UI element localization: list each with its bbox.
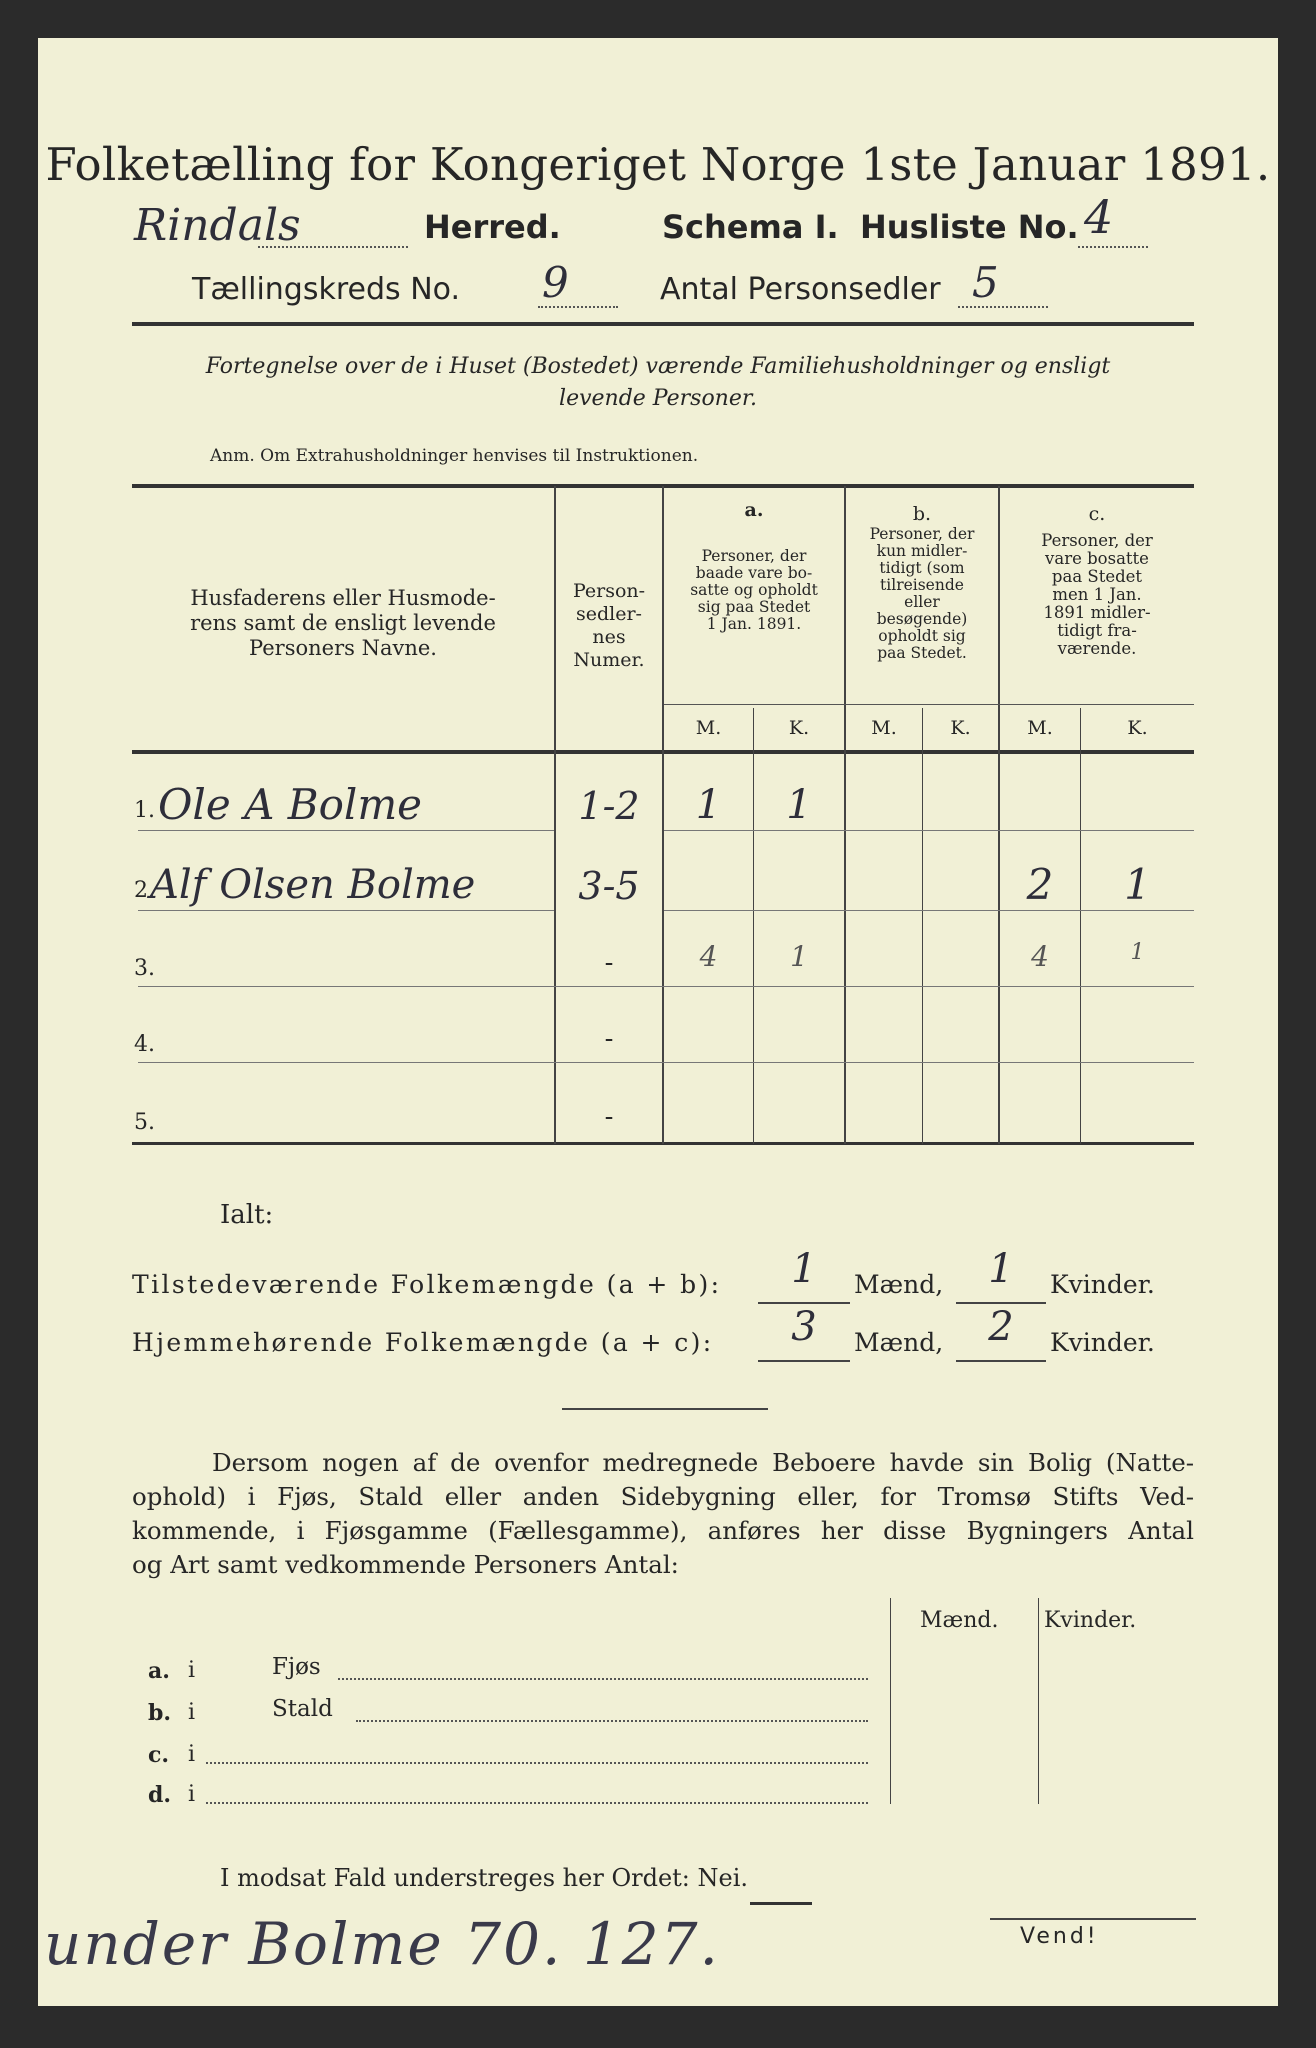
form-title: Folketælling for Kongeriget Norge 1ste Januar 1891. xyxy=(45,138,1271,191)
col-b-line-4: tilreisende xyxy=(880,576,964,594)
buildings-col-line-1 xyxy=(890,1598,891,1804)
husliste-label: Husliste No. xyxy=(860,208,1079,246)
row-3-c-k: 1 xyxy=(1130,940,1145,965)
intro-line-2: levende Personer. xyxy=(559,386,757,411)
col-b-header xyxy=(846,526,998,662)
herred-dots xyxy=(258,246,408,248)
header-rule xyxy=(132,322,1194,326)
hjemme-maend-label: Mænd, xyxy=(854,1328,944,1357)
col-divider-a-mk xyxy=(753,708,754,1144)
kreds-label: Tællingskreds No. xyxy=(192,272,460,307)
buildings-paragraph xyxy=(132,1446,1194,1582)
item-d-letter: d. xyxy=(148,1782,172,1808)
col-b-line-8: paa Stedet. xyxy=(877,644,967,662)
buildings-col-line-2 xyxy=(1038,1598,1039,1804)
buildings-line-3: kommende, i Fjøsgamme (Fællesgamme), anføres her disse Bygningers Antal xyxy=(132,1516,1194,1545)
buildings-line-1: Dersom nogen af de ovenfor medregnede Beboere havde sin Bolig (Natte- xyxy=(212,1448,1194,1477)
section-divider xyxy=(562,1408,768,1410)
row-2-c-k: 1 xyxy=(1124,860,1151,909)
col-a-line-4: sig paa Stedet xyxy=(697,598,811,616)
col-b-line-7: opholdt sig xyxy=(878,627,966,645)
col-c-line-2: vare bosatte xyxy=(1045,549,1149,568)
herred-label: Herred. xyxy=(424,208,561,246)
col-b-line-1: Personer, der xyxy=(869,525,975,543)
row-4-numer: - xyxy=(604,1024,614,1054)
vend-rule xyxy=(990,1918,1196,1920)
row-line-1b xyxy=(664,830,1194,831)
hjemme-k-line xyxy=(956,1360,1046,1362)
personsedler-label: Antal Personsedler xyxy=(660,272,941,307)
row-2-c-m: 2 xyxy=(1026,860,1054,909)
col-a-line-1: Personer, der xyxy=(701,547,807,565)
row-2-numer: 3-5 xyxy=(578,864,640,908)
col-c-line-6: tidigt fra- xyxy=(1057,621,1137,640)
hjemme-m-value: 3 xyxy=(791,1304,817,1350)
row-3-numer: - xyxy=(604,948,614,978)
item-a-prep: i xyxy=(188,1658,196,1683)
col-numer-header xyxy=(556,580,662,672)
item-c-prep: i xyxy=(188,1742,196,1767)
col-c-m-label: M. xyxy=(1027,717,1053,739)
row-1-number: 1. xyxy=(134,798,155,823)
col-numer-line-2: sedler- xyxy=(576,603,642,625)
row-3-c-m: 4 xyxy=(1031,940,1049,973)
kreds-dots xyxy=(538,306,618,308)
col-a-k-label: K. xyxy=(788,717,810,739)
row-5-numer: - xyxy=(604,1102,614,1132)
row-3-number: 3. xyxy=(134,956,155,981)
row-1-name: Ole A Bolme xyxy=(158,780,423,829)
item-b-letter: b. xyxy=(148,1700,172,1726)
modsat-note: I modsat Fald understreges her Ordet: Nei. xyxy=(220,1864,749,1892)
row-line-1 xyxy=(138,830,554,831)
ialt-label: Ialt: xyxy=(220,1200,274,1230)
col-divider-c-mk xyxy=(1080,708,1081,1144)
personsedler-value: 5 xyxy=(972,258,999,307)
row-line-2 xyxy=(138,910,554,911)
col-a-line-2: baade vare bo- xyxy=(695,564,813,582)
row-line-4 xyxy=(138,1062,1194,1063)
footer-handwritten-note: under Bolme 70. 127. xyxy=(44,1910,720,1978)
row-1-numer: 1-2 xyxy=(578,784,640,828)
item-a-label: Fjøs xyxy=(272,1654,321,1680)
buildings-line-2: ophold) i Fjøs, Stald eller anden Sidebygning eller, for Tromsø Stifts Ved- xyxy=(132,1482,1194,1511)
item-b-dots xyxy=(356,1720,868,1722)
item-c-dots xyxy=(206,1762,868,1764)
kreds-value: 9 xyxy=(542,258,569,307)
tilstede-maend-label: Mænd, xyxy=(854,1270,944,1299)
col-b-line-2: kun midler- xyxy=(876,542,968,560)
row-3-a-m: 4 xyxy=(699,940,718,973)
col-b-line-6: besøgende) xyxy=(876,610,968,628)
col-c-line-1: Personer, der xyxy=(1041,531,1153,550)
hjemme-label: Hjemmehørende Folkemængde (a + c): xyxy=(132,1328,714,1357)
item-b-prep: i xyxy=(188,1700,196,1725)
item-a-dots xyxy=(338,1678,868,1680)
personsedler-dots xyxy=(958,306,1048,308)
item-a-letter: a. xyxy=(148,1658,170,1684)
col-names-line-2: rens samt de ensligt levende xyxy=(190,611,496,635)
tilstede-label: Tilstedeværende Folkemængde (a + b): xyxy=(132,1270,722,1299)
col-a-line-3: satte og opholdt xyxy=(690,581,818,599)
col-c-header xyxy=(1000,532,1194,658)
anm-note: Anm. Om Extrahusholdninger henvises til Instruktionen. xyxy=(210,446,699,466)
col-a-letter: a. xyxy=(744,499,764,521)
hjemme-k-value: 2 xyxy=(988,1304,1014,1350)
schema-label: Schema I. xyxy=(662,208,839,246)
col-a-m-label: M. xyxy=(695,717,722,739)
husliste-dots xyxy=(1078,246,1148,248)
husliste-value: 4 xyxy=(1084,190,1114,244)
col-b-k-label: K. xyxy=(950,717,971,739)
mk-rule xyxy=(664,704,1194,705)
row-2-number: 2. xyxy=(134,878,155,903)
hjemme-kvinder-label: Kvinder. xyxy=(1050,1328,1155,1357)
census-form xyxy=(38,38,1278,2006)
col-c-letter: c. xyxy=(1088,503,1106,525)
col-a-line-5: 1 Jan. 1891. xyxy=(706,615,802,633)
col-c-line-3: paa Stedet xyxy=(1051,567,1143,586)
col-b-line-3: tidigt (som xyxy=(879,559,965,577)
vend-label: Vend! xyxy=(1020,1924,1099,1949)
col-numer-line-4: Numer. xyxy=(573,649,645,671)
row-1-a-k: 1 xyxy=(786,782,812,828)
tilstede-kvinder-label: Kvinder. xyxy=(1050,1270,1155,1299)
item-d-dots xyxy=(206,1802,868,1804)
nei-underline xyxy=(750,1902,812,1905)
col-c-line-5: 1891 midler- xyxy=(1043,603,1151,622)
row-4-number: 4. xyxy=(134,1032,155,1057)
row-1-a-m: 1 xyxy=(695,782,722,828)
col-numer-line-1: Person- xyxy=(572,580,646,602)
col-names-line-3: Personers Navne. xyxy=(249,636,437,660)
col-b-m-label: M. xyxy=(871,717,897,739)
buildings-maend-head: Mænd. xyxy=(920,1608,999,1633)
item-b-label: Stald xyxy=(272,1696,333,1722)
row-line-2b xyxy=(664,910,1194,911)
tilstede-k-value: 1 xyxy=(988,1246,1014,1292)
row-line-3 xyxy=(138,986,1194,987)
herred-value: Rindals xyxy=(134,200,301,251)
item-c-letter: c. xyxy=(148,1742,170,1768)
buildings-kvinder-head: Kvinder. xyxy=(1044,1608,1137,1633)
col-c-line-7: værende. xyxy=(1057,639,1137,658)
col-divider-b-mk xyxy=(922,708,923,1144)
row-3-a-k: 1 xyxy=(790,940,808,973)
item-d-prep: i xyxy=(188,1782,196,1807)
col-c-k-label: K. xyxy=(1127,717,1148,739)
row-5-number: 5. xyxy=(134,1110,155,1135)
intro-line-1: Fortegnelse over de i Huset (Bostedet) værende Familiehusholdninger og ensligt xyxy=(205,354,1111,379)
col-b-letter: b. xyxy=(912,503,932,525)
col-numer-line-3: nes xyxy=(592,626,626,648)
col-names-line-1: Husfaderens eller Husmode- xyxy=(190,586,496,610)
col-c-line-4: men 1 Jan. xyxy=(1052,585,1142,604)
col-names-header xyxy=(138,586,548,661)
col-b-line-5: eller xyxy=(904,593,940,611)
col-a-header xyxy=(666,548,842,633)
tilstede-m-value: 1 xyxy=(791,1246,817,1292)
row-2-name: Alf Olsen Bolme xyxy=(150,862,476,908)
buildings-line-4: og Art samt vedkommende Personers Antal: xyxy=(132,1550,679,1579)
hjemme-m-line xyxy=(758,1360,850,1362)
